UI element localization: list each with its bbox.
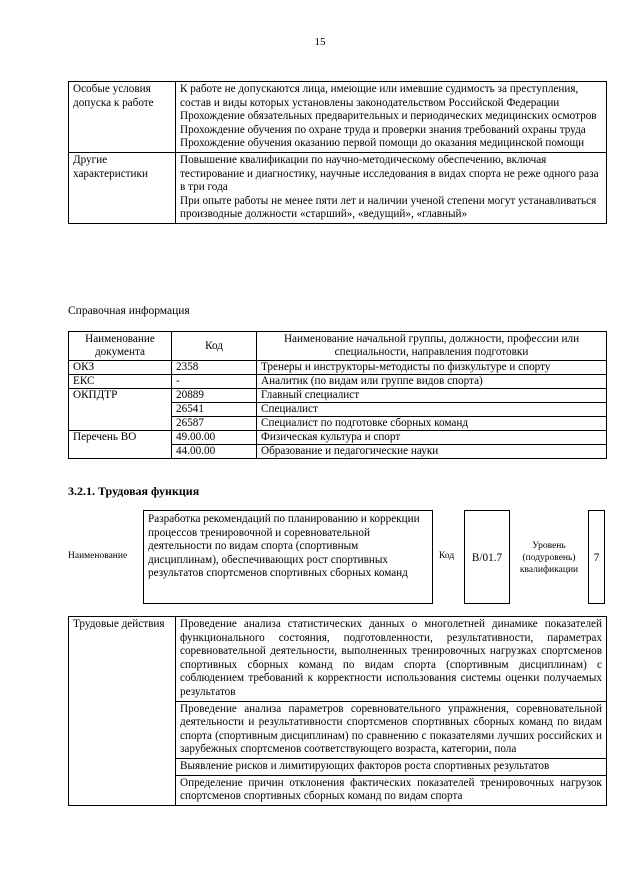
- action-item: [176, 775, 607, 805]
- function-title: 3.2.1. Трудовая функция: [68, 484, 200, 498]
- cell-name: Тренеры и инструкторы-методисты по физкультуре и спорту: [257, 361, 607, 375]
- function-name: Разработка рекомендаций по планированию и коррекции процессов тренировочной и соревновательной деятельности по видам спорта (спортивным дисциплинам), обеспечивающих рост спортивных результатов спортсменов спортивных сборных команд: [143, 510, 433, 604]
- cell-doc: [69, 445, 172, 459]
- table-row: [69, 445, 607, 459]
- cell-name: Главный специалист: [257, 389, 607, 403]
- cell-doc: ОКПДТР: [69, 389, 172, 403]
- cell-code: 26541: [172, 403, 257, 417]
- cell-name: Аналитик (по видам или группе видов спорта): [257, 375, 607, 389]
- conditions-table: [68, 81, 607, 224]
- column-header: Наименование документа: [69, 332, 172, 361]
- cell-name: Образование и педагогические науки: [257, 445, 607, 459]
- cell-code: 49.00.00: [172, 431, 257, 445]
- action-text: Определение причин отклонения фактических показателей тренировочных нагрузок спортсменов спортивных сборных команд по видам спорта: [180, 776, 602, 803]
- cell-code: 26587: [172, 417, 257, 431]
- function-level-label: Уровень (подуровень) квалификации: [519, 541, 579, 575]
- action-text: Выявление рисков и лимитирующих факторов роста спортивных результатов: [180, 759, 550, 772]
- condition-line: Повышение квалификации по научно-методическому обеспечению, включая тестирование и диагностику, научные исследования в видах спорта не реже одного раза в три года: [180, 153, 599, 194]
- table-row: [69, 417, 607, 431]
- function-code: B/01.7: [464, 510, 510, 604]
- table-row: [69, 389, 607, 403]
- page-bottom: [0, 840, 640, 896]
- cell-name: Специалист по подготовке сборных команд: [257, 417, 607, 431]
- condition-line: Прохождение обязательных предварительных и периодических медицинских осмотров: [180, 110, 597, 123]
- cell-code: 44.00.00: [172, 445, 257, 459]
- condition-line: Прохождение обучения оказанию первой помощи до оказания медицинской помощи: [180, 137, 585, 150]
- page-number: 15: [314, 36, 326, 48]
- condition-line: Прохождение обучения по охране труда и проверки знания требований охраны труда: [180, 123, 586, 136]
- column-header: Код: [172, 332, 257, 361]
- function-level: 7: [588, 510, 605, 604]
- table-header-row: [69, 332, 607, 361]
- table-row: [69, 617, 607, 702]
- actions-table: [68, 616, 607, 806]
- function-name-label: Наименование: [68, 551, 128, 561]
- cell-name: Специалист: [257, 403, 607, 417]
- cell-code: 20889: [172, 389, 257, 403]
- cell-name: Физическая культура и спорт: [257, 431, 607, 445]
- reference-table: [68, 331, 607, 459]
- cell-doc: [69, 403, 172, 417]
- cell-doc: ЕКС: [69, 375, 172, 389]
- conditions-key: Другие характеристики: [69, 152, 176, 223]
- cell-doc: Перечень ВО: [69, 431, 172, 445]
- conditions-value: [176, 152, 607, 223]
- action-item: [176, 617, 607, 702]
- actions-key: Трудовые действия: [69, 617, 176, 806]
- column-header: Наименование начальной группы, должности, профессии или специальности, направления подготовки: [257, 332, 607, 361]
- cell-code: 2358: [172, 361, 257, 375]
- table-row: [69, 152, 607, 223]
- table-row: [69, 431, 607, 445]
- reference-title: Справочная информация: [68, 305, 190, 317]
- action-item: [176, 701, 607, 758]
- table-row: [69, 403, 607, 417]
- action-text: Проведение анализа статистических данных о многолетней динамике показателей функционального состояния, подготовленности, результативности, параметрах соревновательной деятельности, выполненных тренировочных нагрузках спортсменов спортивных сборных команд по видам спорта (спортивным дисциплинам) с соблюдением требований к корректности использования системы оценки получаемых результатов: [180, 618, 602, 698]
- condition-line: К работе не допускаются лица, имеющие или имевшие судимость за преступления, состав и виды которых установлены законодательством Российской Федерации: [180, 83, 579, 109]
- action-text: Проведение анализа параметров соревновательного упражнения, соревновательной деятельности и результативности спортсменов спортивных сборных команд по видам спорта (спортивным дисциплинам) по сравнению с показателями лучших российских и зарубежных спортсменов соответствующего возраста, категории, пола: [180, 702, 602, 756]
- conditions-key: Особые условия допуска к работе: [69, 82, 176, 153]
- cell-doc: ОКЗ: [69, 361, 172, 375]
- cell-doc: [69, 417, 172, 431]
- table-row: [69, 361, 607, 375]
- function-code-label: Код: [439, 551, 455, 561]
- conditions-value: [176, 82, 607, 153]
- action-item: [176, 758, 607, 775]
- table-row: [69, 82, 607, 153]
- cell-code: -: [172, 375, 257, 389]
- condition-line: При опыте работы не менее пяти лет и наличии ученой степени могут устанавливаться производные должности «старший», «ведущий», «главный»: [180, 194, 597, 221]
- table-row: [69, 375, 607, 389]
